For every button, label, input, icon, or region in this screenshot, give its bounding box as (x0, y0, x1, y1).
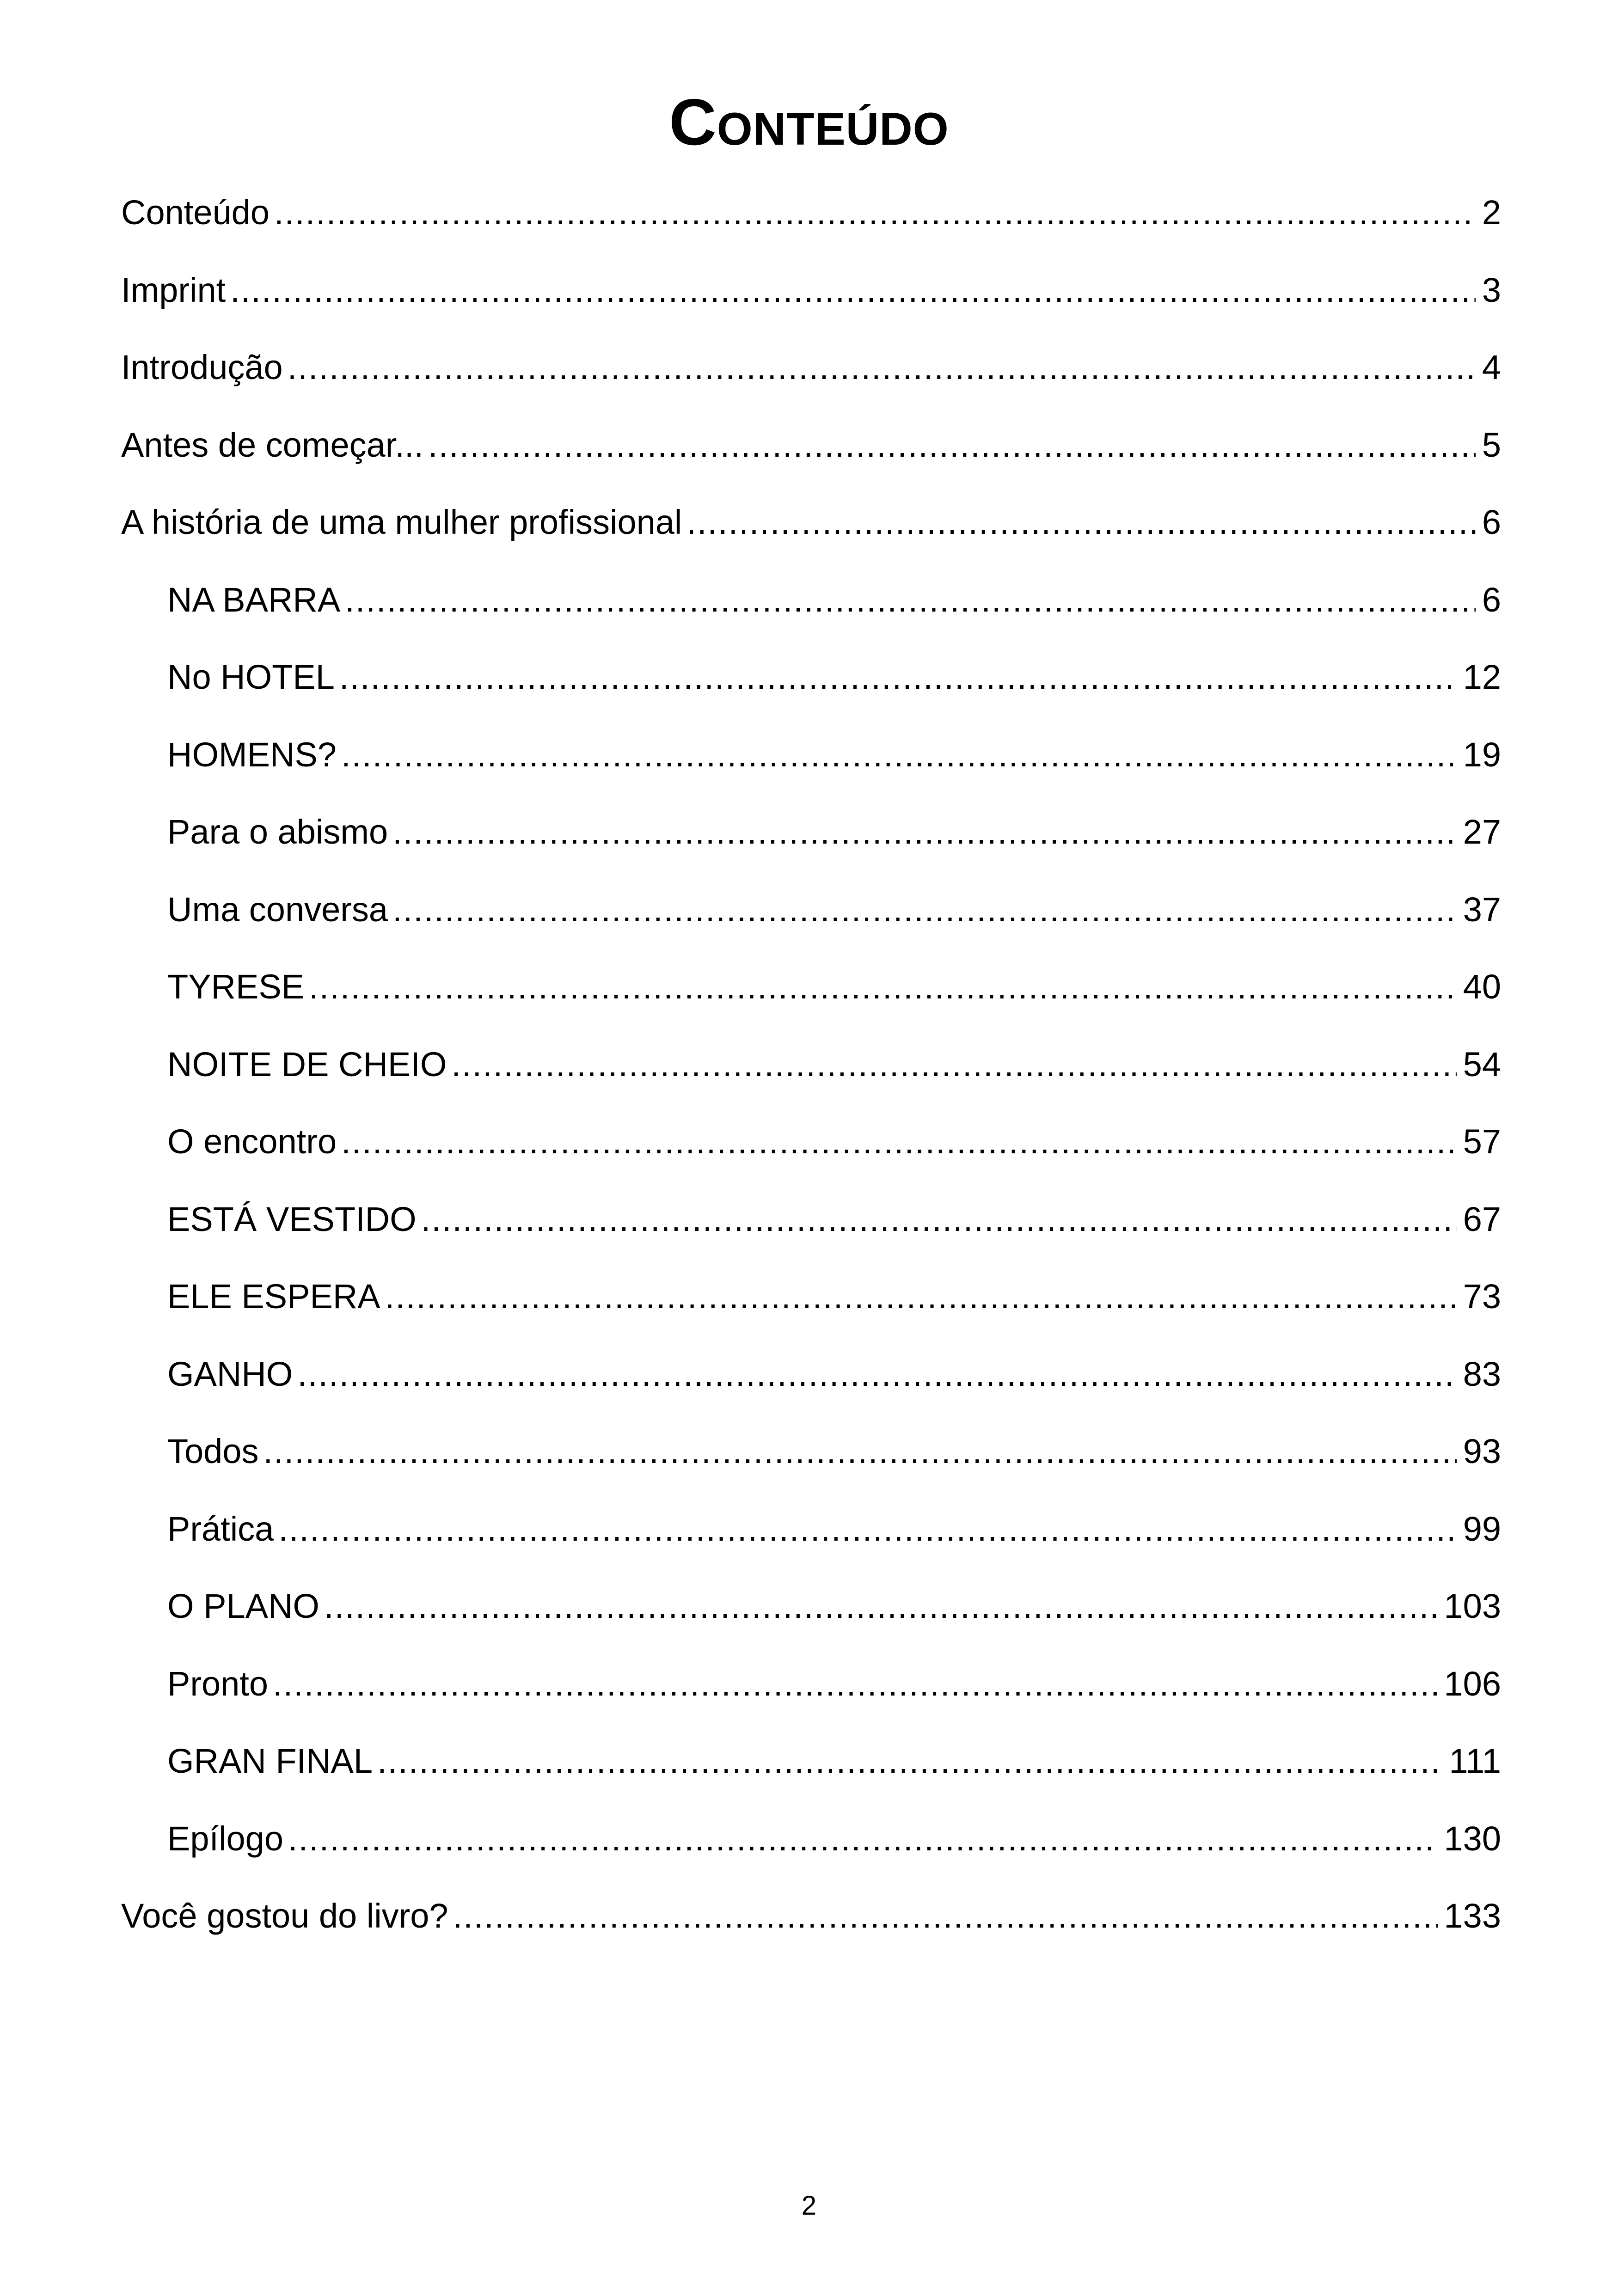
toc-entry-page-number: 130 (1444, 1819, 1501, 1858)
toc-entry-label: ELE ESPERA (167, 1277, 380, 1316)
toc-dot-leader (392, 884, 1457, 935)
toc-dot-leader (309, 961, 1457, 1012)
toc-entry-page-number: 103 (1444, 1587, 1501, 1625)
toc-entry[interactable] (121, 1736, 1501, 1813)
toc-entry[interactable] (121, 342, 1501, 420)
toc-entry-page-number: 5 (1482, 425, 1501, 464)
toc-entry-page-number: 37 (1463, 890, 1501, 929)
toc-dot-leader (278, 1504, 1456, 1555)
toc-entry-page-number: 106 (1444, 1664, 1501, 1703)
toc-entry-label: Todos (167, 1432, 259, 1470)
toc-dot-leader (324, 1581, 1438, 1632)
toc-entry-label: NOITE DE CHEIO (167, 1045, 447, 1084)
toc-entry-label: Imprint (121, 270, 226, 309)
toc-entry[interactable] (121, 1116, 1501, 1194)
toc-dot-leader (288, 342, 1476, 393)
toc-entry[interactable] (121, 575, 1501, 652)
toc-entry[interactable] (121, 1581, 1501, 1659)
toc-entry-label: HOMENS? (167, 735, 337, 774)
toc-entry-label: O PLANO (167, 1587, 319, 1625)
toc-entry-label: A história de uma mulher profissional (121, 503, 682, 541)
page-title: Conteúdo (669, 86, 949, 159)
toc-entry-page-number: 54 (1463, 1045, 1501, 1084)
toc-entry-label: GANHO (167, 1354, 293, 1393)
toc-entry-label: TYRESE (167, 967, 305, 1006)
toc-dot-leader (451, 1039, 1456, 1090)
toc-entry[interactable] (121, 1813, 1501, 1891)
toc-entry-label: Pronto (167, 1664, 269, 1703)
toc-entry-label: Antes de começar... (121, 425, 424, 464)
toc-entry-page-number: 83 (1463, 1354, 1501, 1393)
toc-entry-label: GRAN FINAL (167, 1742, 373, 1780)
toc-entry-page-number: 4 (1482, 348, 1501, 386)
toc-dot-leader (273, 1659, 1438, 1709)
toc-entry-page-number: 2 (1482, 193, 1501, 232)
toc-entry-page-number: 57 (1463, 1122, 1501, 1161)
toc-dot-leader (341, 1116, 1457, 1167)
toc-dot-leader (263, 1426, 1456, 1477)
toc-entry-page-number: 27 (1463, 813, 1501, 851)
toc-entry[interactable] (121, 1349, 1501, 1427)
table-of-contents (121, 187, 1501, 1968)
toc-entry-label: O encontro (167, 1122, 337, 1161)
toc-entry-label: Prática (167, 1509, 274, 1548)
toc-dot-leader (421, 1194, 1457, 1245)
toc-entry-label: ESTÁ VESTIDO (167, 1200, 417, 1238)
toc-entry[interactable] (121, 652, 1501, 729)
toc-entry-page-number: 133 (1444, 1897, 1501, 1935)
toc-entry-label: Uma conversa (167, 890, 388, 929)
toc-entry-label: No HOTEL (167, 658, 335, 696)
toc-entry-label: Para o abismo (167, 813, 388, 851)
toc-entry[interactable] (121, 1271, 1501, 1349)
toc-entry-label: NA BARRA (167, 580, 341, 619)
toc-entry[interactable] (121, 1039, 1501, 1117)
toc-entry-label: Introdução (121, 348, 283, 386)
toc-entry-page-number: 93 (1463, 1432, 1501, 1470)
toc-entry-page-number: 99 (1463, 1509, 1501, 1548)
toc-entry-label: Conteúdo (121, 193, 270, 232)
toc-entry[interactable] (121, 729, 1501, 807)
toc-entry-page-number: 6 (1482, 503, 1501, 541)
toc-entry-page-number: 12 (1463, 658, 1501, 696)
toc-entry[interactable] (121, 187, 1501, 265)
toc-dot-leader (288, 1813, 1438, 1864)
toc-dot-leader (385, 1271, 1457, 1322)
toc-entry[interactable] (121, 961, 1501, 1039)
toc-dot-leader (297, 1349, 1456, 1400)
toc-entry-page-number: 40 (1463, 967, 1501, 1006)
toc-entry-page-number: 111 (1449, 1742, 1501, 1780)
toc-dot-leader (274, 187, 1476, 238)
toc-entry-label: Epílogo (167, 1819, 283, 1858)
toc-dot-leader (686, 497, 1475, 548)
toc-entry[interactable] (121, 1426, 1501, 1504)
toc-dot-leader (377, 1736, 1442, 1787)
toc-dot-leader (230, 265, 1476, 316)
toc-entry-page-number: 3 (1482, 270, 1501, 309)
toc-entry-label: Você gostou do livro? (121, 1897, 448, 1935)
toc-entry-page-number: 19 (1463, 735, 1501, 774)
toc-entry[interactable] (121, 884, 1501, 962)
toc-entry[interactable] (121, 1659, 1501, 1736)
toc-entry-page-number: 73 (1463, 1277, 1501, 1316)
toc-dot-leader (341, 729, 1457, 780)
toc-entry[interactable] (121, 497, 1501, 575)
toc-entry[interactable] (121, 420, 1501, 497)
toc-entry-page-number: 6 (1482, 580, 1501, 619)
toc-dot-leader (453, 1891, 1438, 1941)
footer-page-number: 2 (801, 2191, 817, 2221)
toc-dot-leader (345, 575, 1476, 625)
toc-entry[interactable] (121, 1504, 1501, 1581)
toc-entry[interactable] (121, 1194, 1501, 1272)
toc-dot-leader (428, 420, 1476, 471)
toc-dot-leader (339, 652, 1457, 703)
toc-entry-page-number: 67 (1463, 1200, 1501, 1238)
toc-entry[interactable] (121, 1891, 1501, 1968)
toc-dot-leader (392, 807, 1457, 857)
toc-entry[interactable] (121, 807, 1501, 884)
toc-entry[interactable] (121, 265, 1501, 343)
